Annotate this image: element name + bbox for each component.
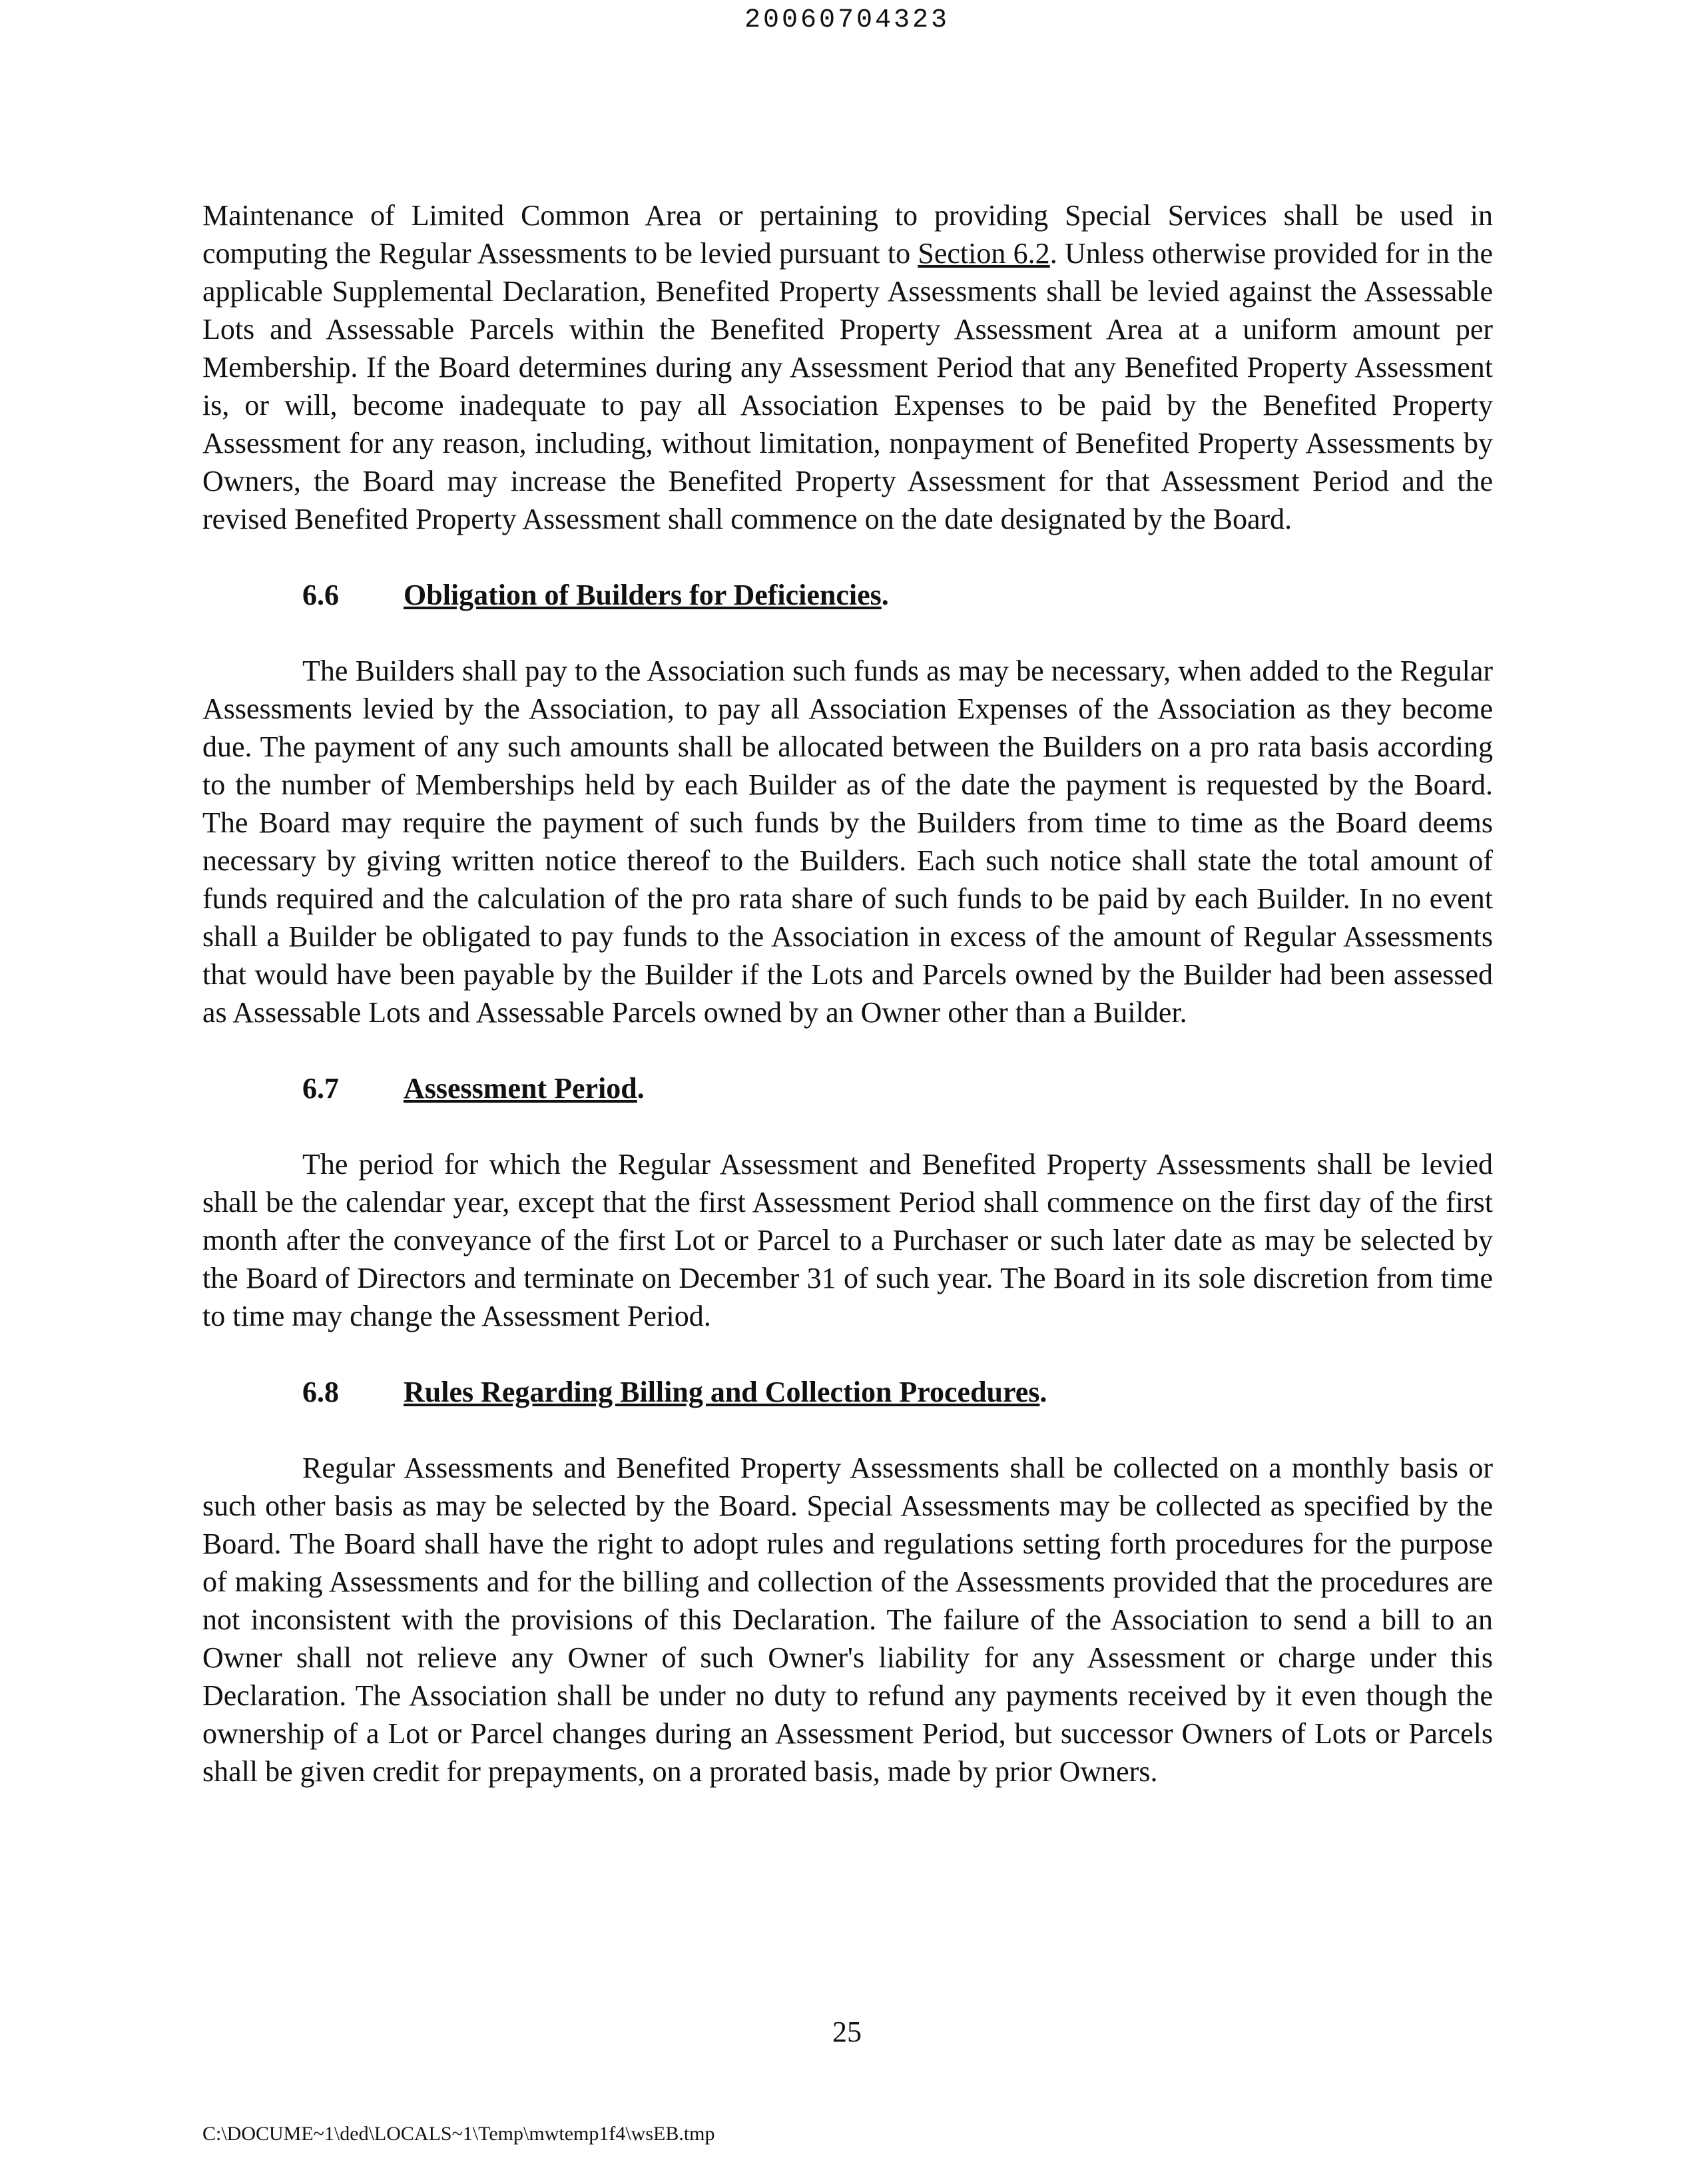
section-heading-6-6: 6.6 Obligation of Builders for Deficiencies.: [202, 576, 1493, 614]
section-reference-link: Section 6.2: [918, 237, 1050, 270]
page-content: [202, 196, 1493, 1790]
page-number: 25: [832, 2016, 862, 2048]
section-heading-6-7: 6.7 Assessment Period.: [202, 1069, 1493, 1107]
intro-paragraph: [202, 196, 1493, 538]
section-title: Assessment Period: [404, 1072, 637, 1105]
section-number: 6.8: [302, 1376, 339, 1408]
intro-text-2: . Unless otherwise provided for in the applicable Supplemental Declaration, Benefited Property Assessments shall be levied against the Assessable Lots and Assessable Parcels within the Benefited Property Assessment Area at a uniform amount per Membership. If the Board determines during any Assessment Period that any Benefited Property Assessment is, or will, become inadequate to pay all Association Expenses to be paid by the Benefited Property Assessment for any reason, including, without limitation, nonpayment of Benefited Property Assessments by Owners, the Board may increase the Benefited Property Assessment for that Assessment Period and the revised Benefited Property Assessment shall commence on the date designated by the Board.: [202, 237, 1493, 535]
section-number: 6.7: [302, 1072, 339, 1105]
section-body-6-8: Regular Assessments and Benefited Property Assessments shall be collected on a monthly basis or such other basis as may be selected by the Board. Special Assessments may be collected as specified by the Board. The Board shall have the right to adopt rules and regulations setting forth procedures for the purpose of making Assessments and for the billing and collection of the Assessments provided that the procedures are not inconsistent with the provisions of this Declaration. The failure of the Association to send a bill to an Owner shall not relieve any Owner of such Owner's liability for any Assessment or charge under this Declaration. The Association shall be under no duty to refund any payments received by it even though the ownership of a Lot or Parcel changes during an Assessment Period, but successor Owners of Lots or Parcels shall be given credit for prepayments, on a prorated basis, made by prior Owners.: [202, 1452, 1493, 1788]
section-body-6-6: The Builders shall pay to the Association such funds as may be necessary, when added to the Regular Assessments levied by the Association, to pay all Association Expenses of the Association as they become due. The payment of any such amounts shall be allocated between the Builders on a pro rata basis according to the number of Memberships held by each Builder as of the date the payment is requested by the Board. The Board may require the payment of such funds by the Builders from time to time as the Board deems necessary by giving written notice thereof to the Builders. Each such notice shall state the total amount of funds required and the calculation of the pro rata share of such funds to be paid by each Builder. In no event shall a Builder be obligated to pay funds to the Association in excess of the amount of Regular Assessments that would have been payable by the Builder if the Lots and Parcels owned by the Builder had been assessed as Assessable Lots and Assessable Parcels owned by an Owner other than a Builder.: [202, 655, 1493, 1029]
document-number: 20060704323: [744, 5, 950, 35]
section-title: Obligation of Builders for Deficiencies: [404, 579, 882, 611]
section-body-6-7: The period for which the Regular Assessment and Benefited Property Assessments shall be levied shall be the calendar year, except that the first Assessment Period shall commence on the first day of the first month after the conveyance of the first Lot or Parcel to a Purchaser or such later date as may be selected by the Board of Directors and terminate on December 31 of such year. The Board in its sole discretion from time to time may change the Assessment Period.: [202, 1148, 1493, 1332]
section-heading-6-8: 6.8 Rules Regarding Billing and Collection Procedures.: [202, 1373, 1493, 1411]
intro-text-1: Maintenance of Limited Common Area or pertaining to providing Special Services shall be used in computing the Regular Assessments to be levied pursuant to: [202, 199, 1493, 270]
section-title: Rules Regarding Billing and Collection Procedures: [404, 1376, 1040, 1408]
file-path-footer: C:\DOCUME~1\ded\LOCALS~1\Temp\mwtemp1f4\wsEB.tmp: [202, 2123, 715, 2145]
section-number: 6.6: [302, 579, 339, 611]
